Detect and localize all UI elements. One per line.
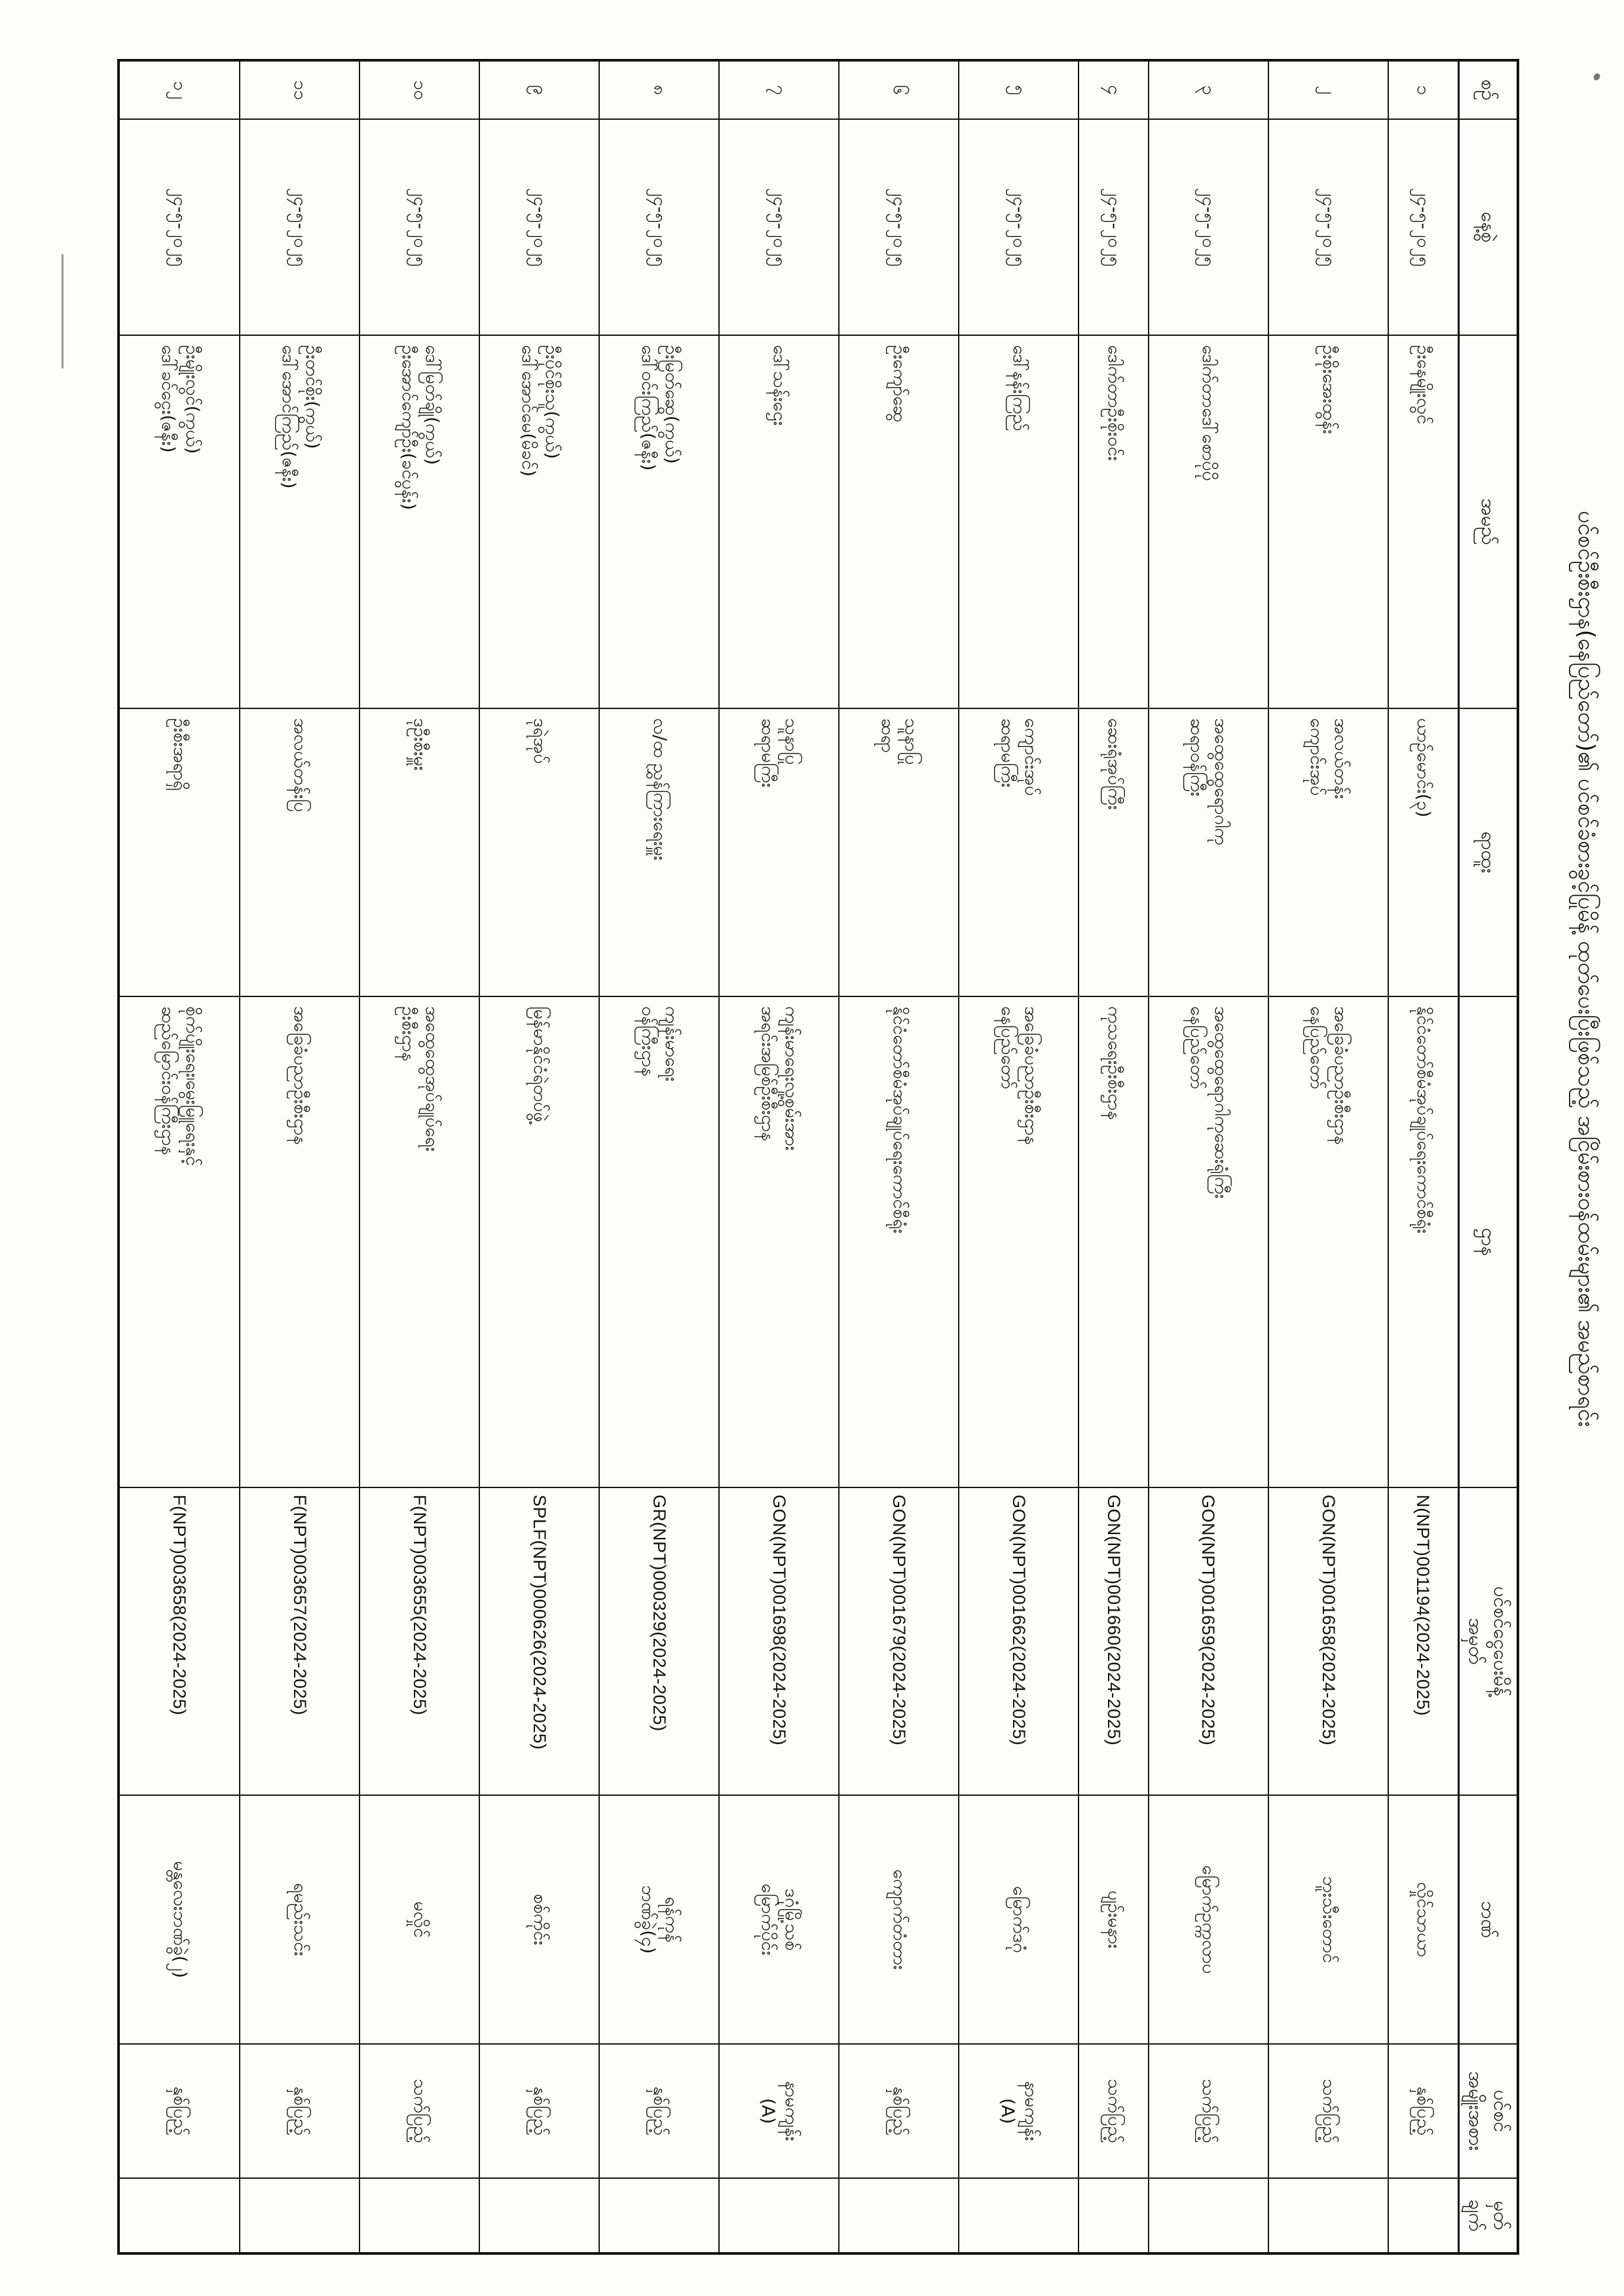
cell-name (839, 335, 959, 708)
cell-ppo_no: GON(NPT)001659(2024-2025) (1149, 1487, 1268, 1795)
pension-table (117, 59, 1519, 2255)
cell-line: ကျောင်းအုပ် (1021, 718, 1042, 796)
cell-date: ၂၄-၅-၂၀၂၅ (1149, 119, 1268, 335)
cell-line: နိုင်ငံတော်စီမံအုပ်ချုပ်ရေးကောင်စီရုံး (889, 1006, 910, 1234)
cell-line: သက်ပြည့် (1103, 2079, 1124, 2143)
pension-table-rotated (111, 59, 1519, 2252)
table-row (479, 60, 599, 2253)
cell-line: ဦးစိုးအေးထွန်း (1318, 345, 1339, 435)
header-line: ပင်စင် (1490, 2089, 1512, 2133)
cell-bank (119, 1795, 240, 2044)
table-row (1149, 60, 1268, 2253)
cell-name (1149, 335, 1268, 708)
cell-position (1079, 708, 1148, 996)
cell-date: ၂၄-၅-၂၀၂၅ (719, 119, 839, 335)
cell-no: ၄ (1079, 60, 1148, 119)
cell-line: ဘဏ်ခွဲ(၄) (637, 1885, 658, 1954)
table-row (1079, 60, 1148, 2253)
header-line: အမျိုးအစား (1465, 2071, 1488, 2151)
scan-artifact-line (62, 254, 64, 369)
cell-position (719, 708, 839, 996)
cell-pension_type (839, 2044, 959, 2178)
cell-remark (360, 2178, 479, 2253)
cell-line: ကုသရေးဦးစီးဌာန (1103, 1006, 1124, 1120)
cell-position (119, 708, 240, 996)
cell-bank (479, 1795, 599, 2044)
cell-bank (599, 1795, 719, 2044)
page-title (1565, 511, 1607, 1886)
cell-line: ဝန်ကြီးဌာန (637, 1006, 658, 1076)
cell-remark (959, 2178, 1079, 2253)
cell-line: ဒေါ်သန်းဌေး (769, 345, 790, 426)
table-row (119, 60, 240, 2253)
cell-line: နှစ်ပြည့် (650, 2086, 671, 2136)
cell-line: အခြေခံပညာဦးစီးဌာန (290, 1006, 310, 1145)
cell-line: ဒေါက်တာဒေါ်စောပိုပို (1198, 345, 1219, 481)
cell-bank (1268, 1795, 1388, 2044)
cell-date: ၂၄-၅-၂၀၂၅ (1388, 119, 1458, 335)
cell-line: အလယ်တန်းပြ (290, 718, 310, 812)
cell-ppo_no: GON(NPT)001679(2024-2025) (839, 1487, 959, 1795)
cell-line: ဦးစီးအရာရှိ (170, 718, 191, 791)
header-line: ပင်စင်ငွေပေးမိန့် (1490, 1586, 1512, 1697)
cell-line: ဒဂုံမြို့သစ် (781, 1888, 802, 1951)
cell-date: ၂၄-၅-၂၀၂၅ (479, 119, 599, 335)
cell-department (719, 996, 839, 1487)
cell-bank (360, 1795, 479, 2044)
cell-line: ဒုရဲအုပ် (530, 718, 551, 764)
cell-line: ဒေါ်ခင်ငွေး(ဇနီး) (158, 345, 179, 453)
cell-line: ပျဉ်းမနား (1103, 1890, 1124, 1949)
table-row (1388, 60, 1458, 2253)
cell-ppo_no: N(NPT)001194(2024-2025) (1388, 1487, 1458, 1795)
cell-no: ၈ (599, 60, 719, 119)
cell-pension_type (240, 2044, 360, 2178)
table-row (240, 60, 360, 2253)
table-row (719, 60, 839, 2253)
cell-date: ၂၄-၅-၂၀၂၅ (119, 119, 240, 335)
cell-line: ဆရာမကြီး (757, 718, 778, 788)
cell-date: ၂၄-၅-၂၀၂၅ (1268, 119, 1388, 335)
cell-pension_type (719, 2044, 839, 2178)
cell-name (119, 335, 240, 708)
cell-line: နှစ်ပြည့် (530, 2086, 551, 2136)
cell-line: ဦးတင်စိုး(ကွယ်) (302, 345, 323, 449)
header-cell-name (1458, 335, 1518, 708)
cell-line: နှစ်ပြည့် (889, 2086, 910, 2136)
table-row (839, 60, 959, 2253)
cell-line: သက်ပြည့် (410, 2079, 431, 2143)
cell-name (959, 335, 1079, 708)
cell-date: ၂၄-၅-၂၀၂၅ (839, 119, 959, 335)
header-line: ဌာန (1477, 1228, 1500, 1256)
cell-line: ဆရာမကြီး (997, 718, 1018, 788)
header-cell-remark (1458, 2178, 1518, 2253)
cell-name (360, 335, 479, 708)
page-title-text: ပင်စင်ဦးစီးဌာန(နေပြည်တော်)၏ ပင်စင်ခံစားခွင့်ပြုမိန့် ထုတ်ပေးပြီးဖြစ်သည့် အငြိမ်းစားဝန်ထမ်းများ၏ အမည်စာရင်း (1573, 511, 1599, 1427)
cell-name (1388, 335, 1458, 708)
cell-line: အထွေထွေရောဂါကု (1210, 718, 1231, 846)
cell-line: အထွေထွေအုပ်ချုပ်ရေး (422, 1006, 443, 1152)
cell-pension_type (1079, 2044, 1148, 2178)
cell-name (240, 335, 360, 708)
header-line: ဘဏ် (1477, 1901, 1500, 1939)
header-cell-date (1458, 119, 1518, 335)
cell-line: သူနာပြု (781, 718, 802, 765)
cell-line: ဆေးရုံအုပ်ကြီး (1103, 718, 1124, 811)
cell-line: အရင်းအမြစ်ဦးစီးဌာန (757, 1006, 778, 1141)
cell-date: ၂၄-၅-၂၀၂၅ (360, 119, 479, 335)
cell-position (360, 708, 479, 996)
cell-line: နာမကျန်း (781, 2081, 802, 2141)
cell-department (479, 996, 599, 1487)
cell-position (1388, 708, 1458, 996)
cell-remark (1268, 2178, 1388, 2253)
cell-ppo_no: GON(NPT)001662(2024-2025) (959, 1487, 1079, 1795)
cell-no: ၃ (1149, 60, 1268, 119)
cell-remark (479, 2178, 599, 2253)
header-line: ရာထူး (1477, 831, 1500, 873)
cell-line: ကျောက်တံတား (889, 1869, 910, 1970)
cell-department (599, 996, 719, 1487)
cell-line: ဦးအောင်ကျော်ဦး(ခင်ပွန်း) (397, 345, 418, 511)
cell-line: နေပြည်တော် (1187, 1006, 1208, 1089)
cell-department (839, 996, 959, 1487)
cell-no: ၁၂ (119, 60, 240, 119)
cell-line: ဆည်မြောင်းဝန်ကြီးဌာန (158, 1006, 179, 1156)
cell-line: ဒုဦးစီးမှူး (410, 718, 431, 771)
cell-no: ၁၀ (360, 60, 479, 119)
cell-bank (839, 1795, 959, 2044)
cell-line: သက်ပြည့် (1198, 2079, 1219, 2143)
cell-line: အခြေခံပညာဦးစီးဌာန (1021, 1006, 1042, 1145)
cell-date: ၂၄-၅-၂၀၂၅ (959, 119, 1079, 335)
cell-department (1268, 996, 1388, 1487)
cell-pension_type (1388, 2044, 1458, 2178)
cell-pension_type (119, 2044, 240, 2178)
table-header (1458, 60, 1518, 2253)
header-cell-position (1458, 708, 1518, 996)
cell-line: မြောက်ဥက္ကလာပ (1198, 1865, 1219, 1974)
cell-line: ဦးပိုင်စိုးသူ(ကွယ်) (542, 345, 563, 460)
cell-ppo_no: GON(NPT)001658(2024-2025) (1268, 1487, 1388, 1795)
header-cell-no (1458, 60, 1518, 119)
header-cell-department (1458, 996, 1518, 1487)
cell-no: ၇ (719, 60, 839, 119)
cell-department (119, 996, 240, 1487)
cell-bank (1079, 1795, 1148, 2044)
cell-line: အလယ်တန်း (1330, 718, 1351, 799)
cell-ppo_no: SPLF(NPT)000626(2024-2025) (479, 1487, 599, 1795)
cell-pension_type (1268, 2044, 1388, 2178)
cell-ppo_no: GON(NPT)001660(2024-2025) (1079, 1487, 1148, 1795)
cell-line: စိုက်ပျိုးရေး၊မွေးမြူရေးနှင့် (181, 1006, 202, 1166)
cell-department (959, 996, 1079, 1487)
cell-line: ကျန်းမာရေးလူ့စွမ်းအား (781, 1006, 802, 1151)
header-line: အမှတ် (1465, 1618, 1488, 1665)
cell-department (1388, 996, 1458, 1487)
header-line: အမည် (1477, 498, 1500, 545)
cell-position (240, 708, 360, 996)
cell-department (1149, 996, 1268, 1487)
cell-no: ၁ (1388, 60, 1458, 119)
cell-ppo_no: F(NPT)003655(2024-2025) (360, 1487, 479, 1795)
cell-department (240, 996, 360, 1487)
cell-name (599, 335, 719, 708)
cell-position (959, 708, 1079, 996)
cell-line: ဒေါ်မြတ်ချို(ကွယ်) (422, 345, 443, 465)
cell-ppo_no: F(NPT)003657(2024-2025) (240, 1487, 360, 1795)
cell-ppo_no: F(NPT)003658(2024-2025) (119, 1487, 240, 1795)
cell-remark (599, 2178, 719, 2253)
cell-bank (240, 1795, 360, 2044)
cell-position (1149, 708, 1268, 996)
header-line: ချက် (1465, 2199, 1488, 2232)
header-line: နေ့စွဲ (1477, 211, 1500, 243)
cell-line: နာမကျန်း (1021, 2081, 1042, 2141)
cell-line: နေပြည်တော် (997, 1006, 1018, 1089)
cell-line: ဒေါ်အောင်ကြည်(ဇနီး) (278, 345, 299, 489)
header-line: မှတ် (1490, 2200, 1512, 2231)
table-row (360, 60, 479, 2253)
header-row (1458, 60, 1518, 2253)
cell-ppo_no: GON(NPT)001698(2024-2025) (719, 1487, 839, 1795)
cell-department (1079, 996, 1148, 1487)
cell-line: ကျန်းမာရေး (661, 1006, 682, 1082)
scan-artifact-dot (1593, 73, 1601, 82)
cell-line: မြန်မာနိုင်ငံရဲတပ်ဖွဲ့ (530, 1006, 551, 1122)
cell-name (1268, 335, 1388, 708)
cell-pension_type (360, 2044, 479, 2178)
cell-name (719, 335, 839, 708)
cell-line: (A) (757, 2098, 778, 2124)
cell-line: မန္တလေးဘဏ်ခွဲ(၂) (170, 1861, 191, 1978)
table-row (1268, 60, 1388, 2253)
cell-name (1079, 335, 1148, 708)
cell-line: ဆရာဝန်ကြီး (1187, 718, 1208, 797)
cell-date: ၂၄-၅-၂၀၂၅ (599, 119, 719, 335)
cell-line: သက်ပြည့် (1318, 2079, 1339, 2143)
header-cell-pension_type (1458, 2044, 1518, 2178)
cell-line: နှစ်ပြည့် (1413, 2086, 1434, 2136)
cell-no: ၉ (479, 60, 599, 119)
cell-line: ဦးကျော်ဆွေ (889, 345, 910, 422)
cell-line: ဒေါ်အောင်မေ(မိခင်) (517, 345, 538, 477)
cell-line: ရန်ကုန် (661, 1897, 682, 1942)
cell-remark (119, 2178, 240, 2253)
cell-line: စစ်ကိုင်း (530, 1893, 551, 1946)
cell-line: လှိုင်သာယာ (1413, 1882, 1434, 1958)
header-cell-ppo_no (1458, 1487, 1518, 1795)
cell-line: နှစ်ပြည့် (290, 2086, 310, 2136)
cell-line: ယာဉ်မောင်း(၃) (1413, 718, 1434, 818)
cell-bank (1388, 1795, 1458, 2044)
header-line: စဉ် (1477, 79, 1500, 101)
cell-line: ဦးစီးဌာန (397, 1006, 418, 1061)
cell-bank (719, 1795, 839, 2044)
cell-remark (1149, 2178, 1268, 2253)
table-row (959, 60, 1079, 2253)
cell-line: အခြေခံပညာဦးစီးဌာန (1330, 1006, 1351, 1145)
cell-no: ၁၁ (240, 60, 360, 119)
cell-line: သူနာပြု (901, 718, 922, 765)
cell-line: မြောက်ပိုင်း (757, 1884, 778, 1956)
cell-line: ကျောင်းအုပ် (1306, 718, 1327, 796)
cell-no: ၆ (839, 60, 959, 119)
cell-line: မြောက်ဒဂုံ (1009, 1886, 1030, 1954)
cell-line: ဦးမျိုးလွင်(ကွယ်) (181, 345, 202, 454)
cell-line: ဦးမြတ်ဆွေ(ကွယ်) (661, 345, 682, 464)
table-body (119, 60, 1458, 2253)
cell-remark (719, 2178, 839, 2253)
cell-line: ဘူးသီးတောင် (1318, 1876, 1339, 1963)
cell-line: နေပြည်တော် (1306, 1006, 1327, 1089)
cell-line: နှစ်ပြည့် (170, 2086, 191, 2136)
cell-remark (839, 2178, 959, 2253)
cell-date: ၂၄-၅-၂၀၂၅ (240, 119, 360, 335)
cell-remark (240, 2178, 360, 2253)
table-row (599, 60, 719, 2253)
cell-no: ၅ (959, 60, 1079, 119)
cell-line: (A) (997, 2098, 1018, 2124)
cell-department (360, 996, 479, 1487)
cell-pension_type (599, 2044, 719, 2178)
cell-line: ဒေါ်ဝင်းကြည်(ဇနီး) (637, 345, 658, 471)
cell-line: အထွေထွေရောဂါကုဆေးရုံကြီး (1210, 1006, 1231, 1199)
cell-remark (1388, 2178, 1458, 2253)
cell-bank (959, 1795, 1079, 2044)
cell-name (479, 335, 599, 708)
cell-line: ဒေါ်နန်းကြည် (1009, 345, 1030, 431)
cell-position (839, 708, 959, 996)
cell-no: ၂ (1268, 60, 1388, 119)
cell-position (479, 708, 599, 996)
cell-date: ၂၄-၅-၂၀၂၅ (1079, 119, 1148, 335)
header-cell-bank (1458, 1795, 1518, 2044)
cell-line: မလှိုင် (410, 1901, 431, 1938)
cell-line: ဆရာ (877, 718, 898, 753)
cell-line: ဒေါက်တာဦးစိုးဝင်း (1103, 345, 1124, 462)
cell-line: ဦးနေမျိုးလွင် (1413, 345, 1434, 425)
cell-line: နိုင်ငံတော်စီမံအုပ်ချုပ်ရေးကောင်စီရုံး (1413, 1006, 1434, 1234)
cell-position (1268, 708, 1388, 996)
cell-pension_type (479, 2044, 599, 2178)
cell-pension_type (959, 2044, 1079, 2178)
cell-line: ရမည်းသင်း (290, 1883, 310, 1956)
cell-ppo_no: GR(NPT)000329(2024-2025) (599, 1487, 719, 1795)
cell-line: လ/ထ ညွှန်ကြားရေးမှူး (650, 718, 671, 861)
cell-pension_type (1149, 2044, 1268, 2178)
cell-remark (1079, 2178, 1148, 2253)
cell-bank (1149, 1795, 1268, 2044)
cell-position (599, 708, 719, 996)
